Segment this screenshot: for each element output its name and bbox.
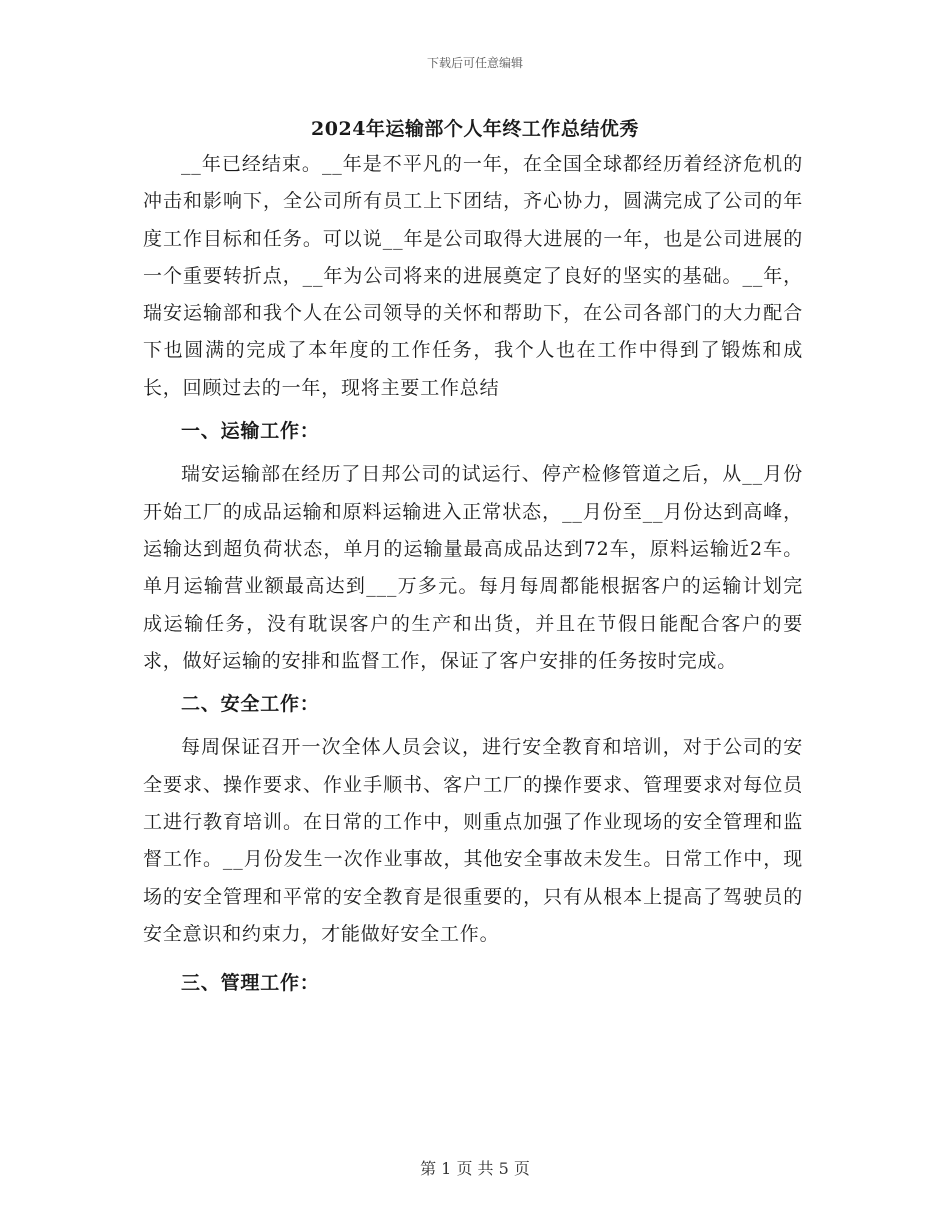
section-body-safety: 每周保证召开一次全体人员会议，进行安全教育和培训，对于公司的安全要求、操作要求、作业手顺书、客户工厂的操作要求、管理要求对每位员工进行教育培训。在日常的工作中，则重点加强了作业现场的安全管理和监督工作。__月份发生一次作业事故，其他安全事故未发生。日常工作中，现场的安全管理和平常的安全教育是很重要的，只有从根本上提高了驾驶员的安全意识和约束力，才能做好安全工作。 [143, 736, 803, 945]
section-heading-management: 三、管理工作： [181, 972, 320, 995]
page-header-note: 下载后可任意编辑 [426, 56, 523, 70]
section-body-transport: 瑞安运输部在经历了日邦公司的试运行、停产检修管道之后，从__月份开始工厂的成品运输和原料运输进入正常状态，__月份至__月份达到高峰，运输达到超负荷状态，单月的运输量最高成品达到72车，原料运输近2车。单月运输营业额最高达到___万多元。每月每周都能根据客户的运输计划完成运输任务，没有耽误客户的生产和出货，并且在节假日能配合客户的要求，做好运输的安排和监督工作，保证了客户安排的任务按时完成。 [143, 463, 803, 672]
section-heading-transport: 一、运输工作： [181, 420, 320, 443]
page-number: 第 1 页 共 5 页 [420, 1159, 530, 1178]
document-body [143, 146, 803, 1003]
intro-paragraph: __年已经结束。__年是不平凡的一年，在全国全球都经历着经济危机的冲击和影响下，全公司所有员工上下团结，齐心协力，圆满完成了公司的年度工作目标和任务。可以说__年是公司取得大进展的一年，也是公司进展的一个重要转折点，__年为公司将来的进展奠定了良好的坚实的基础。__年，瑞安运输部和我个人在公司领导的关怀和帮助下，在公司各部门的大力配合下也圆满的完成了本年度的工作任务，我个人也在工作中得到了锻炼和成长，回顾过去的一年，现将主要工作总结 [143, 153, 803, 399]
document-title: 2024年运输部个人年终工作总结优秀 [311, 118, 639, 140]
section-heading-safety: 二、安全工作： [181, 693, 320, 716]
